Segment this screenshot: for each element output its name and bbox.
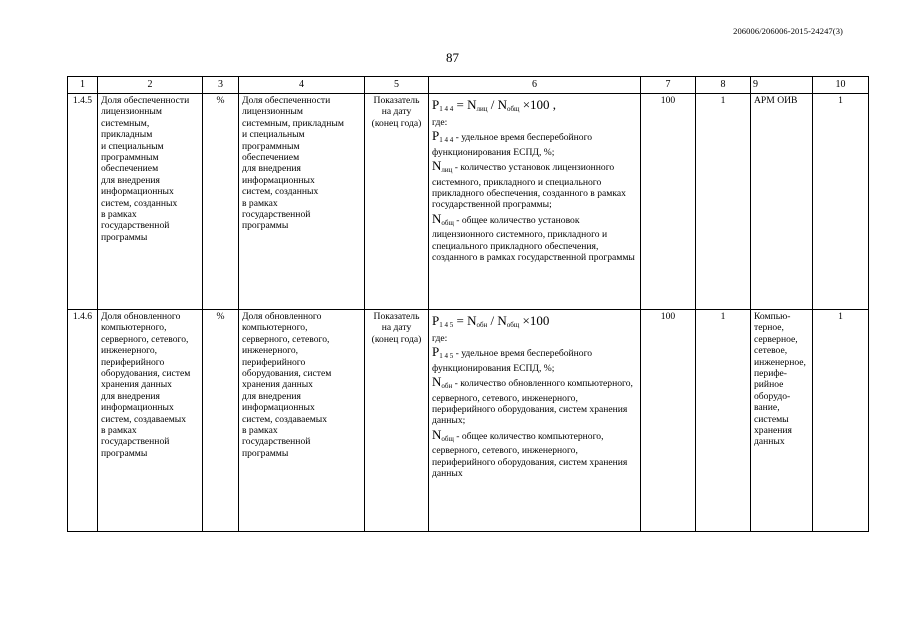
- unit: %: [203, 94, 239, 310]
- target-value: 100: [641, 94, 696, 310]
- column-number-10: 10: [813, 77, 869, 94]
- document-code: 206006/206006-2015-24247(3): [733, 26, 843, 36]
- indicator-definition: Доля обеспеченности лицензионным системным, прикладным и специальным программным обеспечением для внедрения информационных систем, созданных в рамках государственной программы: [239, 94, 365, 310]
- row-number: 1.4.5: [68, 94, 98, 310]
- column-9-value: АРМ ОИВ: [751, 94, 813, 310]
- page-number: 87: [446, 50, 459, 65]
- formula-definition: $P_{1 4 5}$ - удельное время бесперебойного функционирования ЕСПД, %;: [432, 344, 593, 374]
- formula: $P_{1 4 5} = N_{обн} / N_{общ} \times 100$: [432, 313, 550, 329]
- column-number-1: 1: [68, 77, 98, 94]
- column-number-7: 7: [641, 77, 696, 94]
- column-number-6: 6: [429, 77, 641, 94]
- indicator-type: Показатель на дату (конец года): [365, 94, 429, 310]
- row-number: 1.4.6: [68, 310, 98, 532]
- calculation-formula: [429, 94, 641, 310]
- column-10-value: 1: [813, 310, 869, 532]
- calculation-formula: [429, 310, 641, 532]
- formula: $P_{1 4 4} = N_{лиц} / N_{общ} \times 100$ ,: [432, 97, 557, 113]
- target-value: 100: [641, 310, 696, 532]
- indicator-definition: Доля обновленного компьютерного, серверного, сетевого, инженерного, периферийного оборудования, систем хранения данных для внедрения информационных систем, создаваемых в рамках государственной программы: [239, 310, 365, 532]
- formula-definition: $N_{обн}$ - количество обновленного компьютерного, серверного, сетевого, инженерного, периферийного оборудования, систем хранения данных;: [432, 374, 633, 427]
- table-row: [68, 94, 869, 310]
- column-number-5: 5: [365, 77, 429, 94]
- where-label: где:: [432, 117, 448, 128]
- column-8-value: 1: [696, 310, 751, 532]
- column-number-2: 2: [98, 77, 203, 94]
- indicator-name: Доля обеспеченности лицензионным системным, прикладным и специальным программным обеспечением для внедрения информационных систем, созданных в рамках государственной программы: [98, 94, 203, 310]
- column-number-row: [68, 77, 869, 94]
- formula-definition: $N_{общ}$ - общее количество установок лицензионного системного, прикладного и специального прикладного обеспечения, созданного в рамках государственной программы: [432, 210, 635, 264]
- formula-definition: $N_{общ}$ - общее количество компьютерного, серверного, сетевого, инженерного, периферийного оборудования, систем хранения данных: [432, 426, 628, 480]
- column-number-8: 8: [696, 77, 751, 94]
- indicator-name: Доля обновленного компьютерного, серверного, сетевого, инженерного, периферийного оборудования, систем хранения данных для внедрения информационных систем, создаваемых в рамках государственной программы: [98, 310, 203, 532]
- indicator-type: Показатель на дату (конец года): [365, 310, 429, 532]
- column-number-9: 9: [751, 77, 813, 94]
- column-8-value: 1: [696, 94, 751, 310]
- table-row: [68, 310, 869, 532]
- indicators-table: [67, 76, 869, 532]
- column-number-4: 4: [239, 77, 365, 94]
- column-9-value: Компью- терное, серверное, сетевое, инженерное, перифе- рийное оборудо- вание, системы хранения данных: [751, 310, 813, 532]
- where-label: где:: [432, 333, 448, 344]
- formula-definition: $P_{1 4 4}$ - удельное время бесперебойного функционирования ЕСПД, %;: [432, 128, 593, 158]
- unit: %: [203, 310, 239, 532]
- column-10-value: 1: [813, 94, 869, 310]
- column-number-3: 3: [203, 77, 239, 94]
- formula-definition: $N_{лиц}$ - количество установок лицензионного системного, прикладного и специального прикладного обеспечения, созданного в рамках государственной программы;: [432, 158, 626, 211]
